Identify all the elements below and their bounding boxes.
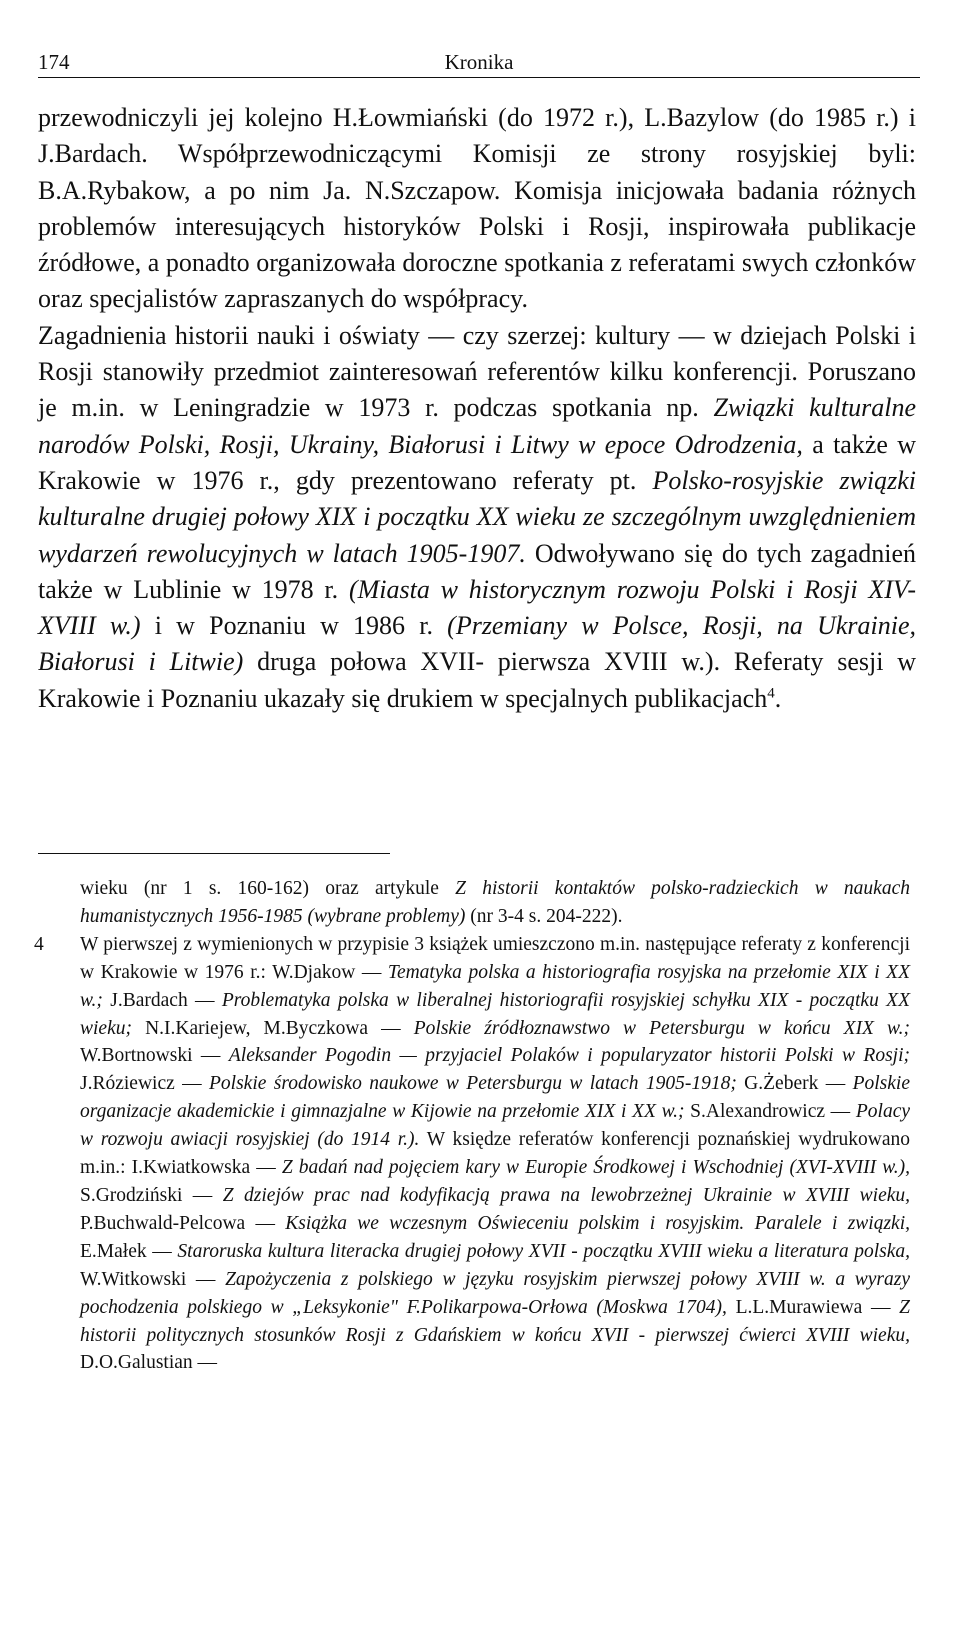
italic-title: (Miasta w historycznym rozwoju Polski i Rosji XIV-XVIII w.) [38,574,917,641]
italic-title: Polskie organizacje akademickie i gimnazjalne w Kijowie na przełomie XIX i XX w.; [80,1073,910,1123]
running-head [38,47,920,78]
footnote-ref-4[interactable]: 4 [767,685,775,702]
footnote-4 [0,931,910,1378]
text-run: D.O.Galustian — [80,1352,218,1374]
italic-title: Aleksander Pogodin — przyjaciel Polaków i popularyzator historii Polski w Rosji; [228,1045,911,1067]
text-run: Odwoływano się do tych zagadnień także w Lublinie w 1978 r. [38,538,916,604]
footnote-rule [38,853,390,854]
text-run: (nr 3-4 s. 204-222). [465,905,623,927]
italic-title: Polskie źródłoznawstwo w Petersburgu w końcu XIX w.; [413,1017,910,1039]
footnote-continuation [0,875,910,931]
text-run: Zagadnienia historii nauki i oświaty — czy szerzej: kultury — w dziejach Polski i Rosji stanowiły przedmiot zainteresowań referentów kilku konferencji. Poruszano je m.in. w Leningradzie w 1973 r. podczas spotkania np. [38,320,916,423]
text-run: druga połowa XVII- pierwsza XVIII w.). Referaty sesji w Krakowie i Poznaniu ukazały się drukiem w specjalnych publikacjach [38,647,917,713]
text-run: W.Bortnowski — [80,1045,229,1067]
text-run: P.Buchwald-Pelcowa — [80,1212,286,1234]
italic-title: Z dziejów prac nad kodyfikacją prawa na lewobrzeżnej Ukrainie w XVIII wieku, [222,1184,910,1206]
italic-title: Polsko-rosyjskie związki kulturalne drugiej połowy XIX i początku XX wieku ze szczególnym uwzględnieniem wydarzeń rewolucyjnych w latach 1905-1907. [38,465,917,568]
italic-title: (Przemiany w Polsce, Rosji, na Ukrainie, Białorusi i Litwie) [38,611,917,677]
text-run: E.Małek — [80,1240,178,1262]
paragraph-2 [38,318,916,717]
text-run: S.Grodziński — [80,1184,223,1206]
italic-title: Polskie środowisko naukowe w Petersburgu w latach 1905-1918; [209,1073,737,1095]
italic-title: Zapożyczenia z polskiego w języku rosyjskim pierwszej połowy XVIII w. a wyrazy pochodzenia polskiego w „Leksykonie" F.Polikarpowa-Orłowa (Moskwa 1704), [80,1268,910,1318]
text-run: J.Róziewicz — [80,1073,209,1095]
italic-title: Polacy w rozwoju awiacji rosyjskiej (do 1914 r.). [80,1101,910,1151]
page-number: 174 [38,50,70,74]
italic-title: Tematyka polska a historiografia rosyjska na przełomie XIX i XX w.; [80,961,910,1011]
text-run: . [774,683,782,713]
italic-title: Z historii politycznych stosunków Rosji z Gdańskiem w końcu XVII - pierwszej ćwierci XVIII wieku, [80,1296,910,1346]
text-run: przewodniczyli jej kolejno H.Łowmiański (do 1972 r.), L.Bazylow (do 1985 r.) i J.Bardach. Współprzewodniczącymi Komisji ze strony rosyjskiej byli: B.A.Rybakow, a po nim Ja. N.Szczapow. Komisja inicjowała badania różnych problemów interesujących historyków Polski i Rosji, inspirowała publikacje źródłowe, a ponadto organizowała doroczne spotkania z referatami swych członków oraz specjalistów zapraszanych do współpracy. [38,103,916,314]
text-run: G.Żeberk — [736,1073,853,1095]
text-run: S.Alexandrowicz — [684,1101,856,1123]
text-run: L.L.Murawiewa — [726,1296,900,1318]
italic-title: Z historii kontaktów polsko-radzieckich w naukach humanistycznych 1956-1985 (wybrane problemy) [80,878,910,927]
text-run: W.Witkowski — [80,1268,226,1290]
footnote-number: 4 [34,933,44,955]
text-run: N.I.Kariejew, M.Byczkowa — [131,1017,414,1039]
text-run: a także w Krakowie w 1976 r., gdy prezentowano referaty pt. [38,429,916,495]
italic-title: Problematyka polska w liberalnej historiografii rosyjskiej schyłku XIX - początku XX wieku; [80,989,910,1039]
running-title: Kronika [444,50,514,74]
main-text [38,100,916,717]
italic-title: Związki kulturalne narodów Polski, Rosji, Ukrainy, Białorusi i Litwy w epoce Odrodzenia, [38,393,916,459]
text-run: W pierwszej z wymienionych w przypisie 3 książek umieszczono m.in. następujące referaty z konferencji w Krakowie w 1976 r.: W.Djakow — [80,933,910,983]
text-run: wieku (nr 1 s. 160-162) oraz artykule [80,878,456,899]
text-run: W księdze referatów konferencji poznańskiej wydrukowano m.in.: I.Kwiatkowska — [80,1129,910,1179]
text-run: J.Bardach — [102,989,222,1011]
footnotes [0,875,960,1377]
paragraph-1 [38,100,916,318]
italic-title: Z badań nad pojęciem kary w Europie Środkowej i Wschodniej (XVI-XVIII w.), [281,1157,911,1179]
text-run: i w Poznaniu w 1986 r. [140,611,448,641]
italic-title: Staroruska kultura literacka drugiej połowy XVII - początku XVIII wieku a literatura polska, [177,1240,911,1262]
italic-title: Książka we wczesnym Oświeceniu polskim i rosyjskim. Paralele i związki, [285,1212,910,1234]
